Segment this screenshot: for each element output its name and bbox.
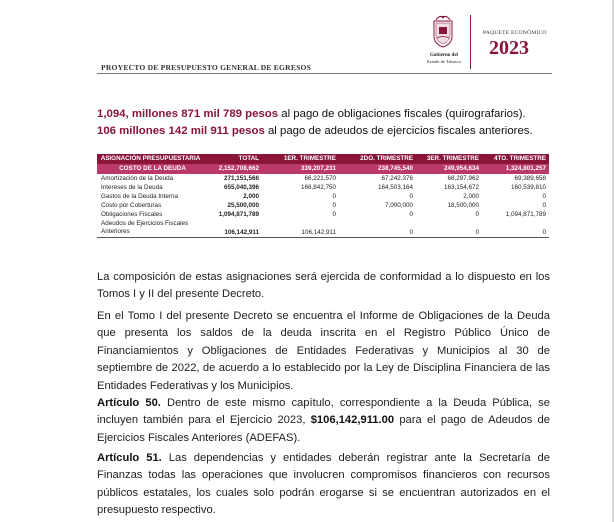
intro-line-adefas: [97, 125, 533, 137]
table-cell: 0: [409, 211, 413, 218]
paragraph-composition: La composición de estas asignaciones será ejercida de conformidad a lo dispuesto en los Tomos I y II del presente Decreto.: [97, 271, 550, 301]
article-50-heading: Artículo 50.: [97, 397, 161, 409]
table-cell: 106,142,911: [204, 219, 262, 238]
table-cell: 339,207,231: [262, 164, 339, 174]
table-cell: 0: [332, 193, 336, 200]
table-cell: 18,500,000: [447, 202, 479, 209]
intro-amount-1: 1,094, millones 871 mil 789 pesos: [97, 108, 279, 120]
table-cell: 68,297,962: [447, 175, 479, 182]
table-cell: 2,000: [463, 193, 479, 200]
col-header-q2: 2DO. TRIMESTRE: [339, 154, 416, 164]
table-cell: COSTO DE LA DEUDA: [97, 164, 204, 174]
article-51-heading: Artículo 51.: [97, 452, 162, 464]
table-cell: Costo por Coberturas: [101, 202, 162, 209]
table-cell: Intereses de la Deuda: [101, 184, 163, 191]
table-cell: 0: [542, 202, 546, 209]
table-cell: 164,503,164: [377, 184, 413, 191]
table-cell: 1,094,871,789: [218, 211, 259, 218]
table-cell: Amortización de la Deuda: [101, 175, 174, 182]
table-cell: 0: [339, 219, 416, 238]
table-row: [97, 210, 549, 219]
table-cell: 0: [475, 211, 479, 218]
intro-amount-2: 106 millones 142 mil 911 pesos: [97, 125, 265, 137]
table-cell: 1,324,801,257: [482, 164, 549, 174]
table-cell: 2,000: [243, 193, 259, 200]
intro-line-fiscal-obligations: [97, 108, 526, 120]
table-total-row: [97, 164, 549, 174]
col-header-q1: 1ER. TRIMESTRE: [262, 154, 339, 164]
paquete-economico-label: PAQUETE ECONÓMICO: [483, 30, 547, 36]
table-cell: 166,842,750: [300, 184, 336, 191]
table-cell: 271,151,566: [223, 175, 259, 182]
intro-text-1: al pago de obligaciones fiscales (quirografarios).: [278, 108, 526, 120]
table-cell: Gastos de la Deuda Interna: [101, 193, 179, 200]
document-header-title: PROYECTO DE PRESUPUESTO GENERAL DE EGRESOS: [101, 63, 312, 72]
table-cell: 0: [409, 193, 413, 200]
table-cell: 249,954,634: [416, 164, 482, 174]
article-51-text: Las dependencias y entidades deberán registrar ante la Secretaría de Finanzas todas las operaciones que involucren compromisos financieros con recursos públicos estatales, los cuales solo podrán erogarse si se encuentran autorizados en el presupuesto respectivo.: [97, 452, 550, 517]
table-cell: 0: [416, 219, 482, 238]
budget-year: 2023: [489, 37, 529, 59]
table-cell: 160,539,810: [510, 184, 546, 191]
table-cell: 67,242,376: [381, 175, 413, 182]
article-50-text-a: Dentro de este mismo capítulo, correspondiente a la Deuda Pública, se incluyen también para el Ejercicio 2023,: [97, 397, 550, 427]
debt-cost-table: [97, 154, 549, 238]
table-cell: 69,389,658: [514, 175, 546, 182]
table-cell: 0: [482, 219, 549, 238]
table-cell: 7,000,000: [384, 202, 413, 209]
table-cell: Adeudos de Ejercicios Fiscales Anteriores: [97, 219, 204, 238]
intro-text-2: al pago de adeudos de ejercicios fiscales anteriores.: [264, 125, 533, 137]
header-divider: [97, 73, 552, 74]
table-cell: 163,154,672: [443, 184, 479, 191]
state-coat-of-arms-icon: [431, 14, 455, 48]
table-cell: 25,500,000: [227, 202, 259, 209]
table-row: [97, 201, 549, 210]
table-cell: 0: [332, 211, 336, 218]
table-cell: 0: [332, 202, 336, 209]
col-header-asignacion: ASIGNACIÓN PRESUPUESTARIA: [97, 154, 204, 164]
table-cell: 1,094,871,789: [505, 211, 546, 218]
table-cell: 2,152,708,662: [204, 164, 262, 174]
table-cell: 655,040,396: [223, 184, 259, 191]
col-header-total: TOTAL: [204, 154, 262, 164]
table-cell: 238,745,540: [339, 164, 416, 174]
table-row: [97, 219, 549, 238]
col-header-q4: 4TO. TRIMESTRE: [482, 154, 549, 164]
col-header-q3: 3ER. TRIMESTRE: [416, 154, 482, 164]
paragraph-tomo-i: En el Tomo I del presente Decreto se encuentra el Informe de Obligaciones de la Deuda que presenta los saldos de la deuda inscrita en el Registro Público Único de Financiamientos y Obligaciones de Entidades Federativas y Municipios al 30 de septiembre de 2022, de acuerdo a lo establecido por la Ley de Disciplina Financiera de las Entidades Federativas y los Municipios.: [97, 310, 550, 392]
article-50-text-b: para el pago de Adeudos de Ejercicios Fiscales Anteriores (ADEFAS).: [97, 414, 550, 444]
table-cell: 0: [542, 193, 546, 200]
header-vertical-divider: [470, 15, 471, 69]
gov-label-line2: Estado de Tabasco: [426, 59, 462, 64]
gov-label-line1: Gobierno del: [430, 53, 458, 58]
paragraph-articulo-51: [97, 450, 550, 520]
article-50-amount: $106,142,911.00: [310, 414, 395, 427]
table-row: [97, 174, 549, 183]
table-row: [97, 183, 549, 192]
paragraph-articulo-50: [97, 395, 550, 447]
table-cell: 106,142,911: [262, 219, 339, 238]
table-row: [97, 192, 549, 201]
table-header-row: [97, 154, 549, 164]
table-cell: Obligaciones Fiscales: [101, 211, 163, 218]
table-cell: 66,221,570: [304, 175, 336, 182]
